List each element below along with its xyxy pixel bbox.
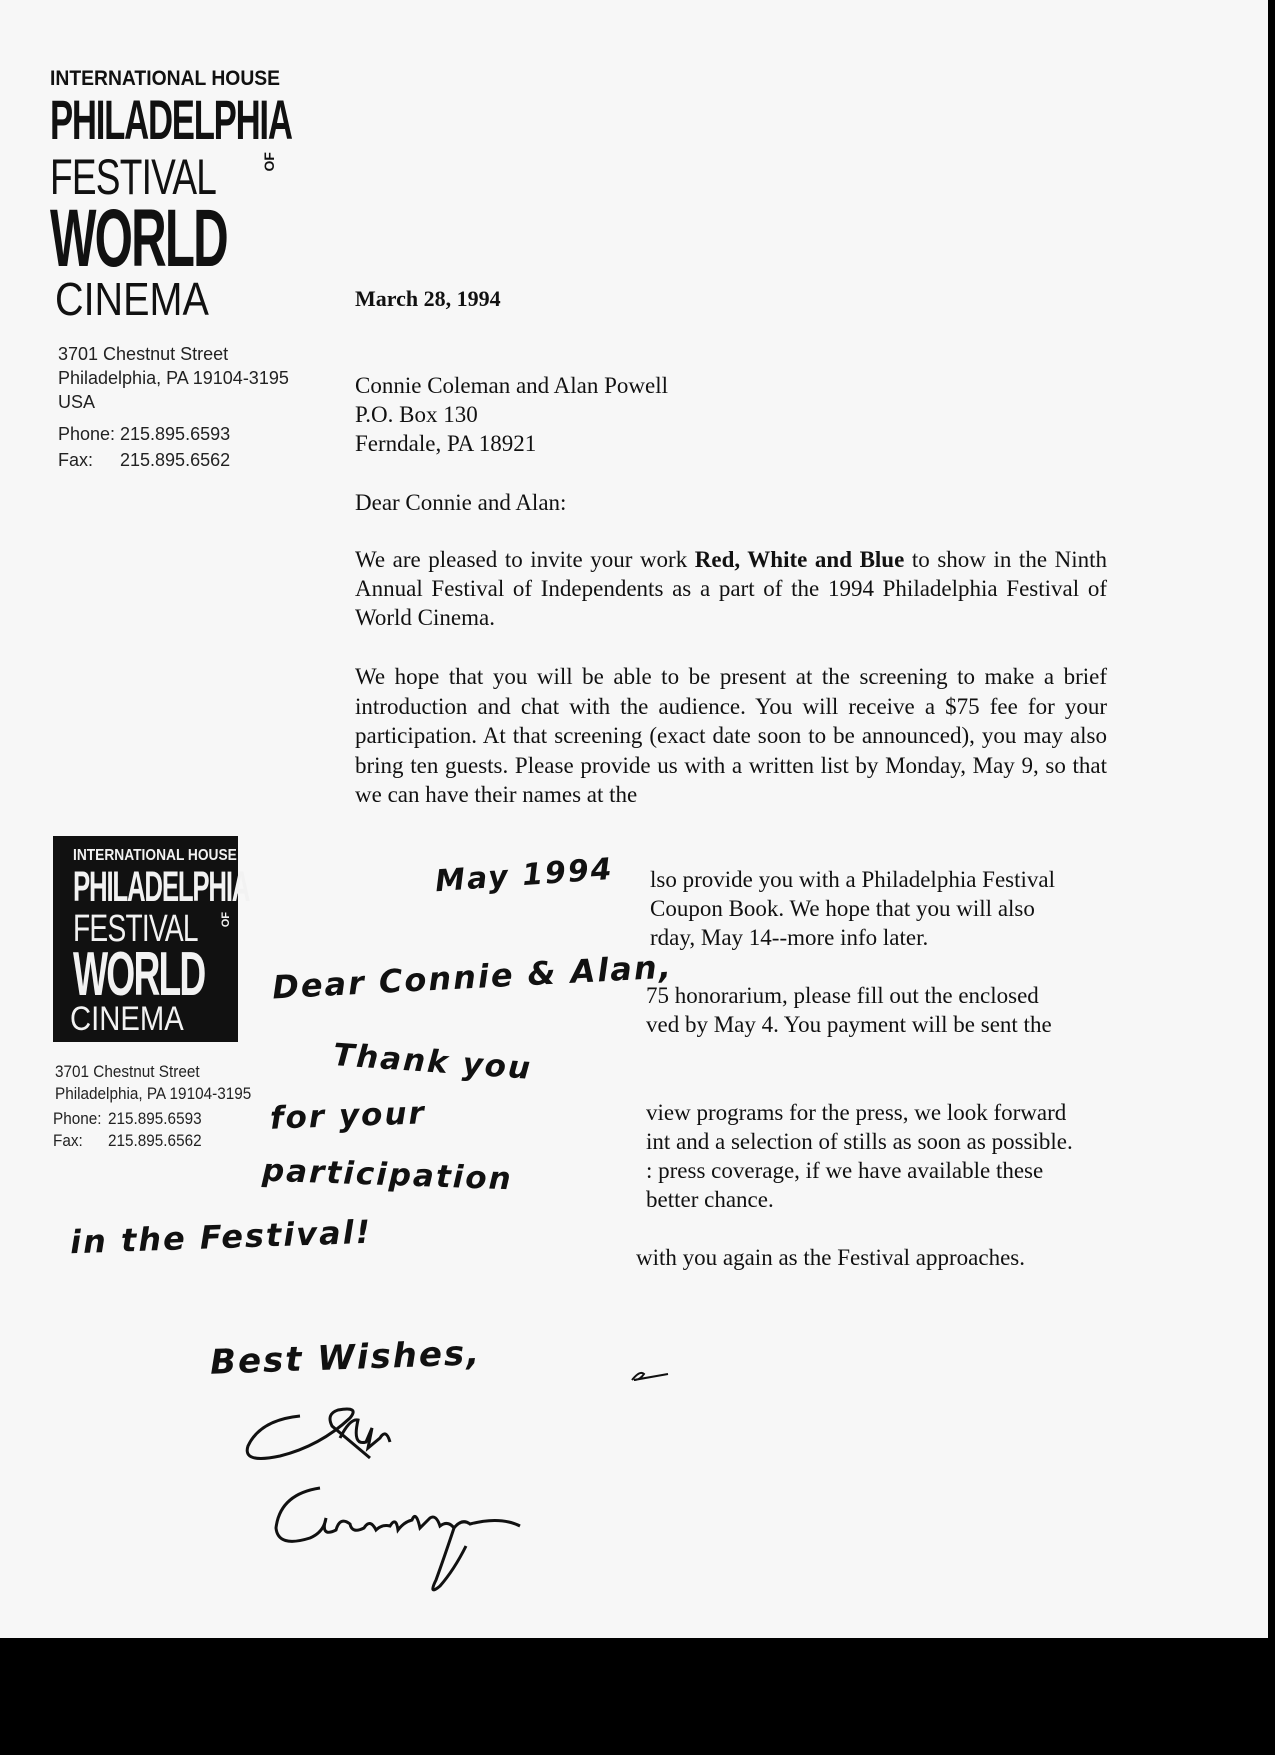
- handwritten-for-your: for your: [269, 1095, 427, 1137]
- letterhead-country: USA: [58, 392, 96, 412]
- letterhead-world: WORLD: [50, 193, 227, 284]
- pen-mark-icon: [630, 1368, 670, 1384]
- paragraph-press-line1: view programs for the press, we look forward: [646, 1100, 1067, 1125]
- salutation: Dear Connie and Alan:: [355, 490, 567, 515]
- letterhead-phone-label: Phone:: [58, 424, 116, 444]
- handwritten-date: May 1994: [433, 851, 615, 900]
- letterhead-phone: 215.895.6593: [120, 424, 231, 444]
- sticker-cinema: CINEMA: [70, 1000, 184, 1038]
- sticker-fax: 215.895.6562: [108, 1131, 202, 1150]
- letterhead-fax-label: Fax:: [58, 450, 94, 470]
- sticker-city: Philadelphia, PA 19104-3195: [55, 1084, 252, 1103]
- stray-pen-mark: [630, 1368, 670, 1384]
- handwritten-in-the-festival: in the Festival!: [69, 1212, 373, 1262]
- letterhead-street: 3701 Chestnut Street: [58, 344, 229, 364]
- letter-date: March 28, 1994: [355, 286, 501, 311]
- sticker-street: 3701 Chestnut Street: [55, 1062, 200, 1081]
- paragraph-press-line2: int and a selection of stills as soon as possible.: [646, 1129, 1073, 1154]
- recipient-po-box: P.O. Box 130: [355, 402, 478, 427]
- letterhead-city: Philadelphia, PA 19104-3195: [58, 368, 289, 388]
- sticker-festival: FESTIVAL: [73, 908, 198, 950]
- handwritten-greeting: Dear Connie & Alan,: [271, 947, 674, 1007]
- letterhead-of: OF: [261, 152, 277, 172]
- handwritten-closing: Best Wishes,: [209, 1333, 482, 1383]
- paragraph-closing-line: with you again as the Festival approaches.: [636, 1245, 1025, 1270]
- paragraph-press-line3: : press coverage, if we have available these: [646, 1158, 1044, 1183]
- paragraph-coupon-line2: Coupon Book. We hope that you will also: [650, 896, 1035, 921]
- recipient-city: Ferndale, PA 18921: [355, 431, 537, 456]
- letterhead-philadelphia: PHILADELPHIA: [50, 88, 292, 151]
- letterhead-cinema: CINEMA: [55, 273, 209, 325]
- paragraph-coupon-line1: lso provide you with a Philadelphia Festival: [650, 867, 1056, 892]
- paragraph-press-line4: better chance.: [646, 1187, 774, 1212]
- sticker-world: WORLD: [73, 940, 205, 1009]
- paragraph-invitation: [355, 545, 1107, 632]
- paragraph-coupon-line3: rday, May 14--more info later.: [650, 925, 929, 950]
- sticker-phone: 215.895.6593: [108, 1109, 202, 1128]
- letterhead-festival: FESTIVAL: [50, 149, 217, 205]
- recipient-name: Connie Coleman and Alan Powell: [355, 373, 669, 398]
- sticker-fax-label: Fax:: [53, 1131, 83, 1150]
- handwritten-thank-you: Thank you: [331, 1037, 534, 1087]
- paragraph-invitation-after: to show in the Ninth Annual Festival of Independents as a part of the 1994 Philadelphia Festival of World Cinema.: [355, 547, 1107, 630]
- paragraph-honorarium-line1: 75 honorarium, please fill out the enclosed: [646, 983, 1039, 1008]
- letterhead-fax: 215.895.6562: [120, 450, 231, 470]
- signature-icon: [240, 1398, 540, 1598]
- handwritten-participation: participation: [261, 1152, 514, 1198]
- paragraph-screening: We hope that you will be able to be present at the screening to make a brief introduction and chat with the audience. You will receive a $75 fee for your participation. At that screening (exact date soon to be announced), you may also bring ten guests. Please provide us with a written list by Monday, May 9, so that we can have their names at the: [355, 664, 1107, 807]
- sticker-phone-label: Phone:: [53, 1109, 102, 1128]
- sticker-org-line: INTERNATIONAL HOUSE: [73, 847, 237, 864]
- sticker-logo-box: [53, 836, 250, 1042]
- sticker-of: OF: [220, 912, 232, 928]
- letterhead-org-line: INTERNATIONAL HOUSE: [50, 67, 281, 90]
- paragraph-invitation-before: We are pleased to invite your work: [355, 547, 695, 572]
- work-title: Red, White and Blue: [694, 547, 905, 572]
- sticker-philadelphia: PHILADELPHIA: [73, 863, 250, 911]
- paragraph-honorarium-line2: ved by May 4. You payment will be sent the: [646, 1012, 1052, 1037]
- signature: [240, 1398, 540, 1598]
